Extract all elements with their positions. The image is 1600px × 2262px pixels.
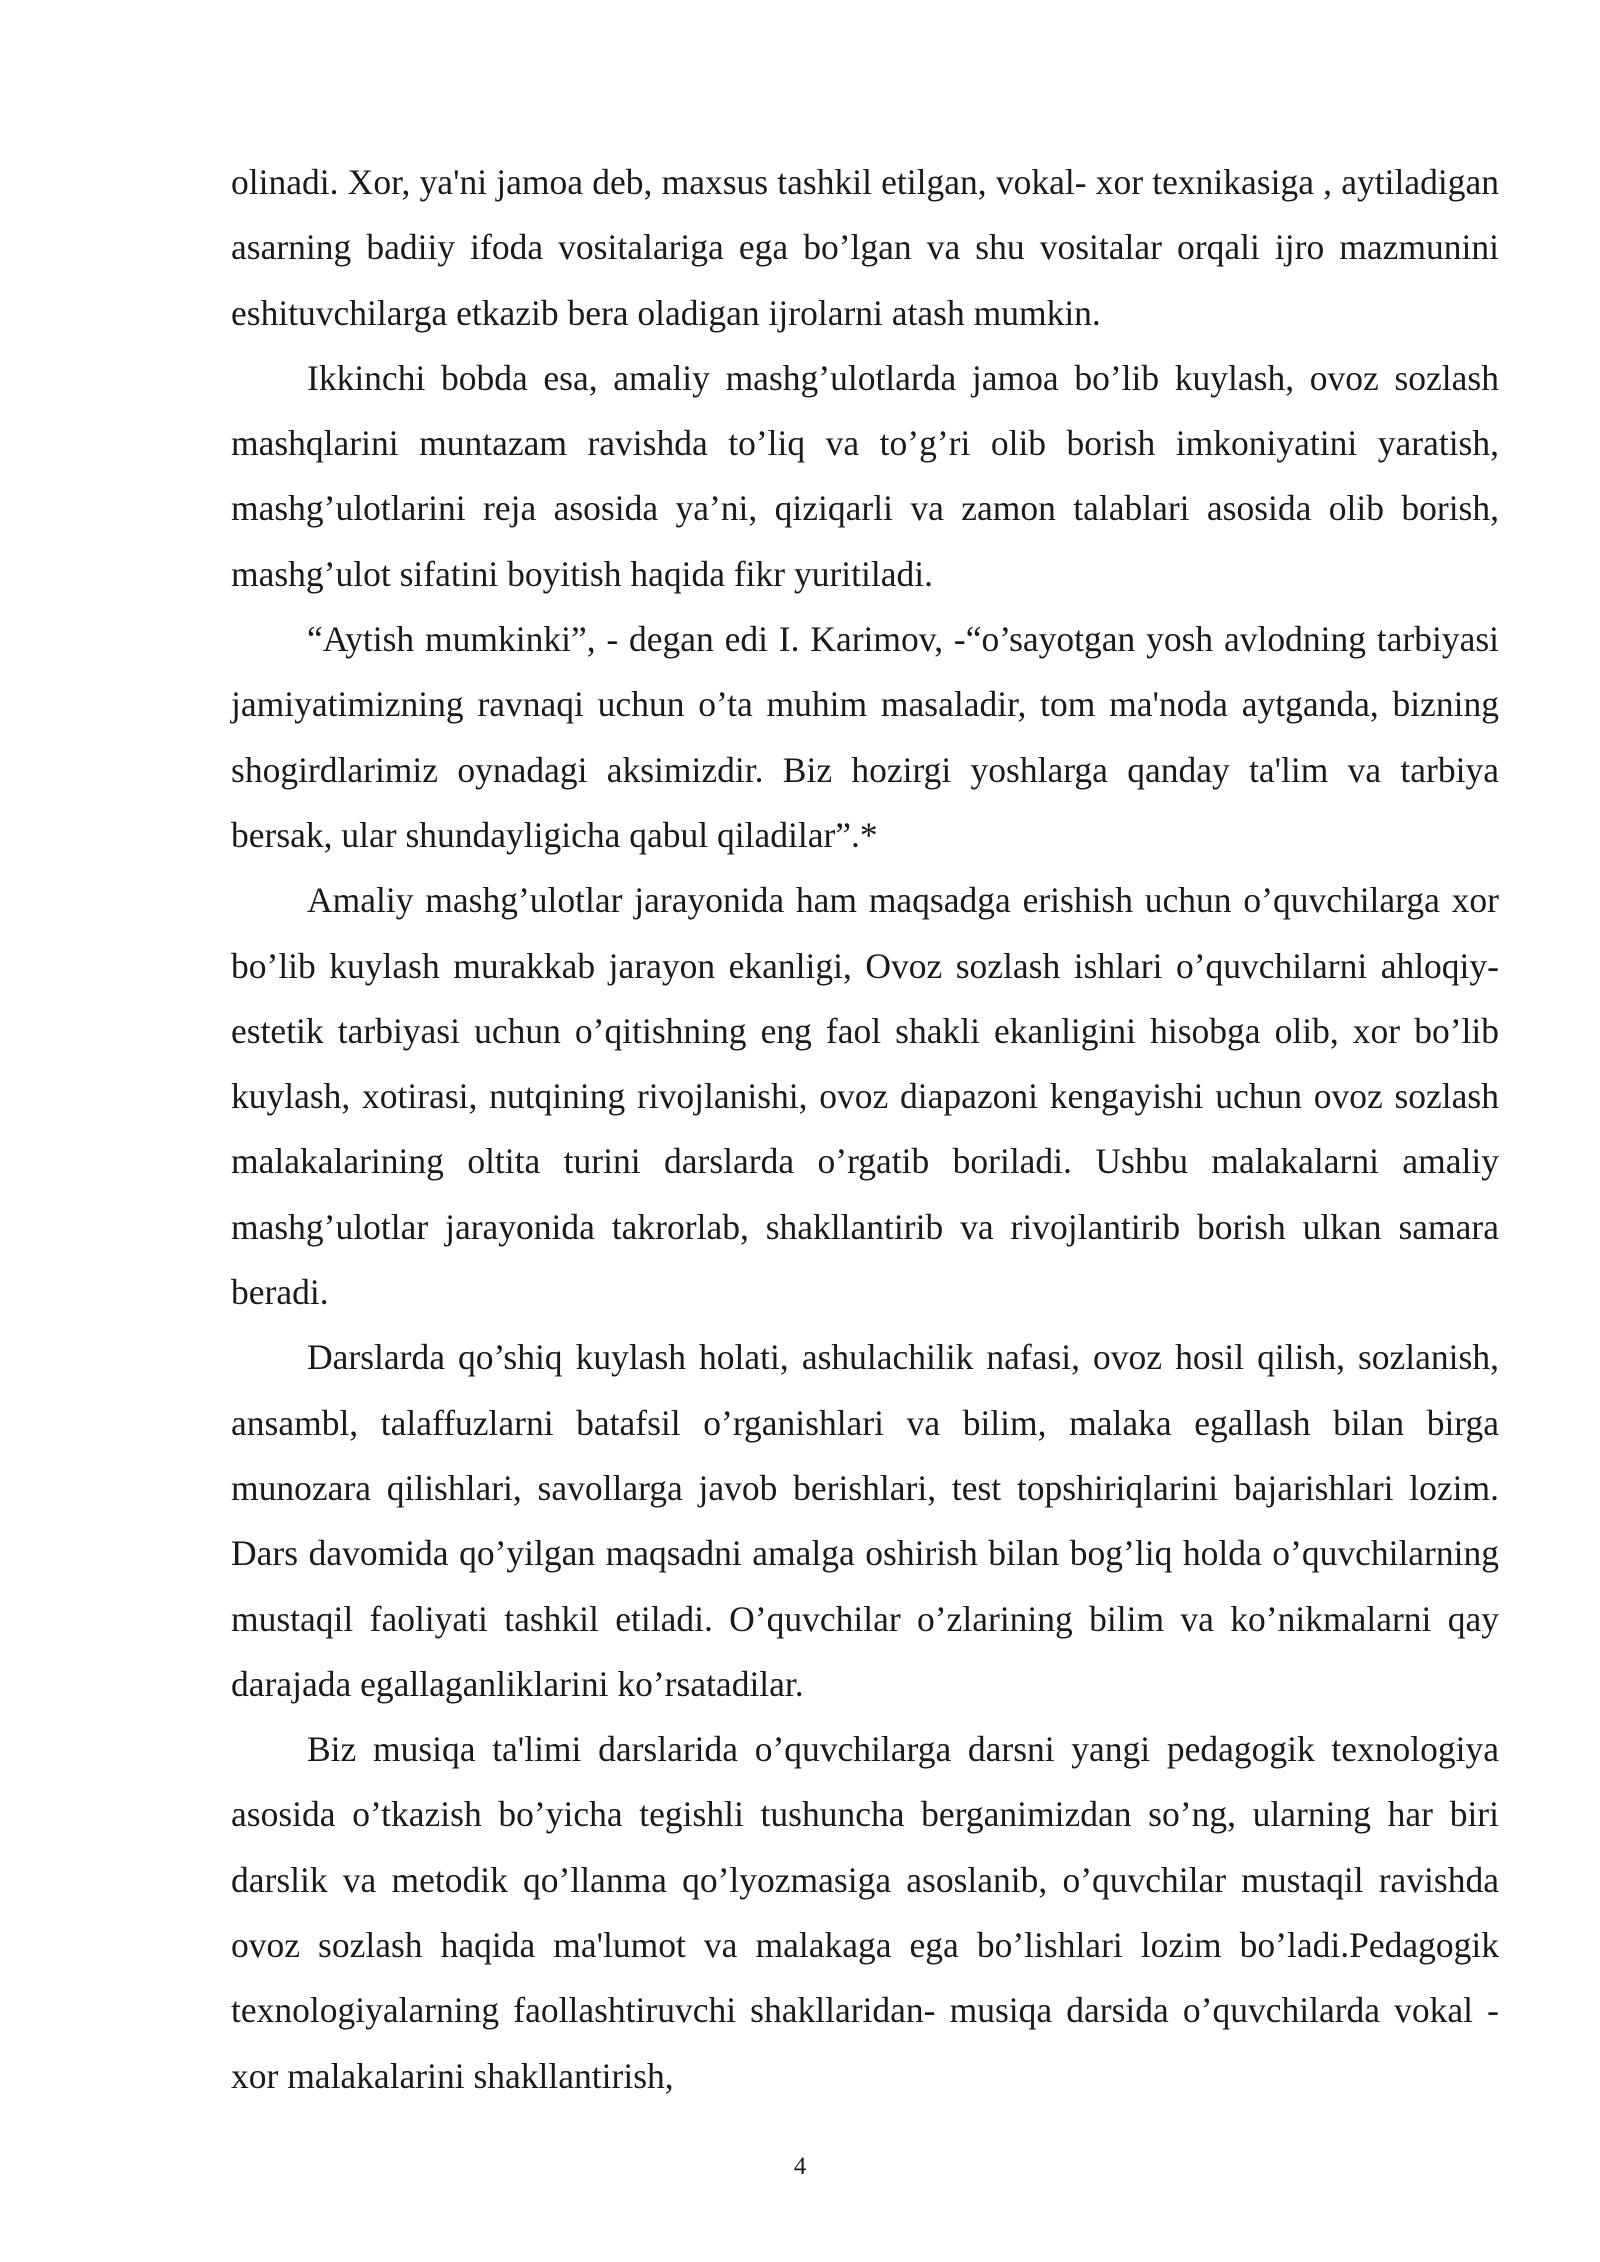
paragraph-5: Darslarda qo’shiq kuylash holati, ashulachilik nafasi, ovoz hosil qilish, sozlanish, ansambl, talaffuzlarni batafsil o’rganishlari va bilim, malaka egallash bilan birga munozara qilishlari, savollarga javob berishlari, test topshiriqlarini bajarishlari lozim. Dars davomida qo’yilgan maqsadni amalga oshirish bilan bog’liq holda o’quvchilarning mustaqil faoliyati tashkil etiladi. O’quvchilar o’zlarining bilim va ko’nikmalarni qay darajada egallaganliklarini ko’rsatadilar. [231, 1337, 1499, 1704]
paragraph-2: Ikkinchi bobda esa, amaliy mashg’ulotlarda jamoa bo’lib kuylash, ovoz sozlash mashqlarini muntazam ravishda to’liq va to’g’ri olib borish imkoniyatini yaratish, mashg’ulotlarini reja asosida ya’ni, qiziqarli va zamon talablari asosida olib borish, mashg’ulot sifatini boyitish haqida fikr yuritiladi. [231, 357, 1499, 594]
page-number: 4 [793, 2153, 807, 2180]
paragraph-4: Amaliy mashg’ulotlar jarayonida ham maqsadga erishish uchun o’quvchilarga xor bo’lib kuylash murakkab jarayon ekanligi, Ovoz sozlash ishlari o’quvchilarni ahloqiy-estetik tarbiyasi uchun o’qitishning eng faol shakli ekanligini hisobga olib, xor bo’lib kuylash, xotirasi, nutqining rivojlanishi, ovoz diapazoni kengayishi uchun ovoz sozlash malakalarining oltita turini darslarda o’rgatib boriladi. Ushbu malakalarni amaliy mashg’ulotlar jarayonida takrorlab, shakllantirib va rivojlantirib borish ulkan samara beradi. [231, 880, 1499, 1313]
document-body [231, 150, 1499, 2109]
paragraph-6: Biz musiqa ta'limi darslarida o’quvchilarga darsni yangi pedagogik texnologiya asosida o’tkazish bo’yicha tegishli tushuncha berganimizdan so’ng, ularning har biri darslik va metodik qo’llanma qo’lyozmasiga asoslanib, o’quvchilar mustaqil ravishda ovoz sozlash haqida ma'lumot va malakaga ega bo’lishlari lozim bo’ladi.Pedagogik texnologiyalarning faollashtiruvchi shakllaridan- musiqa darsida o’quvchilarda vokal - xor malakalarini shakllantirish, [231, 1729, 1499, 2096]
paragraph-1: olinadi. Xor, ya'ni jamoa deb, maxsus tashkil etilgan, vokal- xor texnikasiga , aytiladigan asarning badiiy ifoda vositalariga ega bo’lgan va shu vositalar orqali ijro mazmunini eshituvchilarga etkazib bera oladigan ijrolarni atash mumkin. [231, 162, 1499, 333]
paragraph-3: “Aytish mumkinki”, - degan edi I. Karimov, -“o’sayotgan yosh avlodning tarbiyasi jamiyatimizning ravnaqi uchun o’ta muhim masaladir, tom ma'noda aytganda, bizning shogirdlarimiz oynadagi aksimizdir. Biz hozirgi yoshlarga qanday ta'lim va tarbiya bersak, ular shundayligicha qabul qiladilar”.* [231, 619, 1499, 855]
